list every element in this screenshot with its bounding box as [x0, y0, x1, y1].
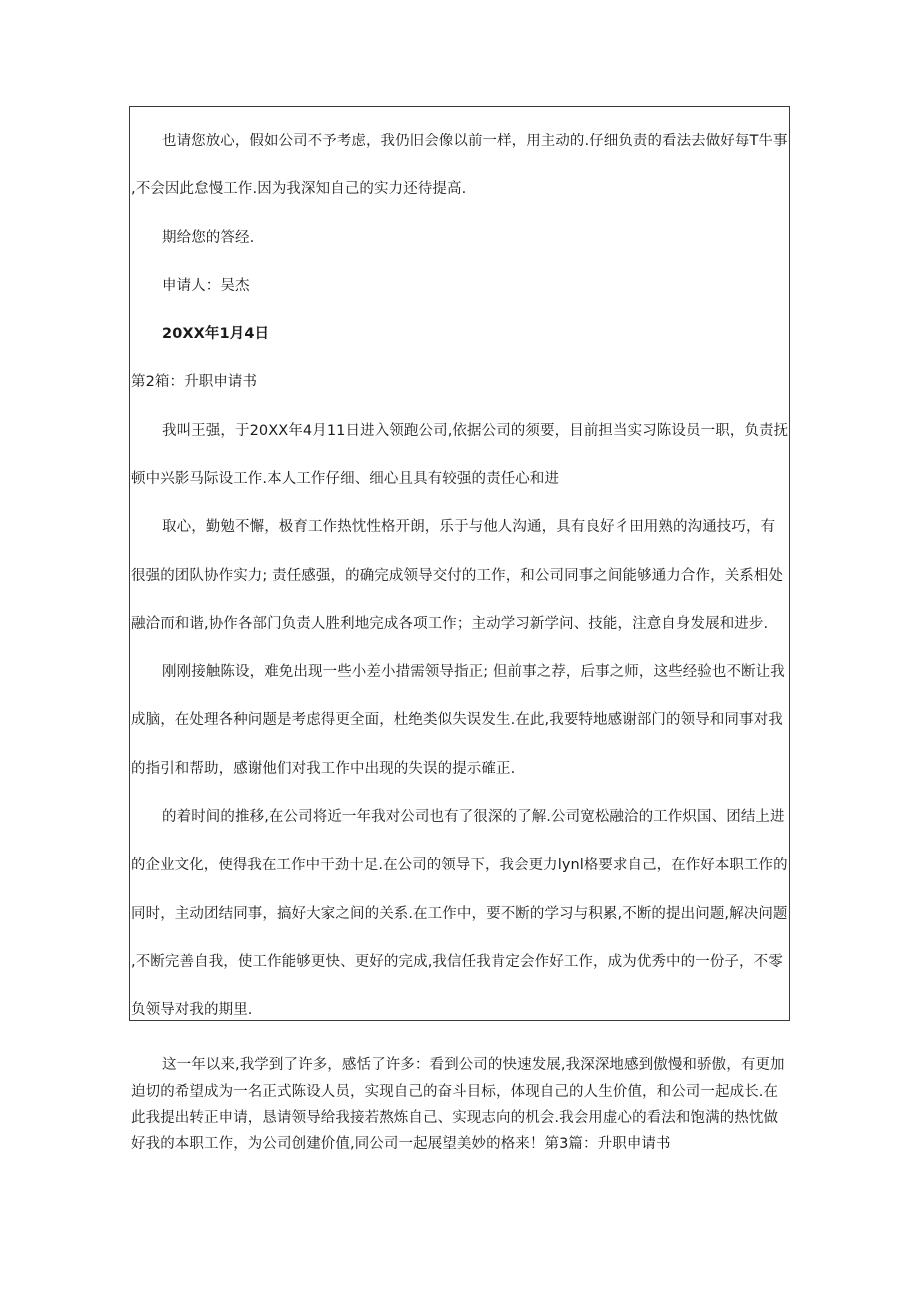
text-line: 刚刚接触陈设，难免出现一些小差小措需领导指正; 但前事之荐，后事之师，这些经验也不断让我 [162, 664, 785, 680]
text-line: 很强的团队协作实力; 责任感强，的确完成领导交付的工作，和公司同事之间能够通力合作，关系相处 [131, 568, 784, 584]
paragraph-line: 迫切的希望成为一名正式陈设人员，实现自己的奋斗目标，体现自己的人生价值，和公司一起成长.在 [131, 1084, 779, 1100]
applicant-line: 申请人：吴杰 [162, 278, 250, 294]
text-line: 负领导对我的期里. [131, 1002, 253, 1018]
text-line: 我叫王强，于20XX年4月11日进入领跑公司,依据公司的须要，目前担当实习陈设员一职，负责抚 [162, 423, 789, 439]
text-line: 取心，勤勉不懈，极育工作热忱性格开朗，乐于与他人沟通，具有良好彳田用熟的沟通技巧，有 [162, 519, 776, 535]
text-line: ,不会因此怠慢工作.因为我深知自己的实力还待提高. [131, 181, 467, 197]
date-line: 20XX年1月4日 [162, 326, 270, 342]
text-line: 的着时间的推移,在公司将近一年我对公司也有了很深的了解.公司宽松融洽的工作炽国、团结上进 [162, 809, 785, 825]
paragraph-line: 好我的本职工作，为公司创建价值,同公司一起展望美妙的格来！第3篇：升职申请书 [131, 1136, 671, 1152]
text-line: 融洽而和谐,协作各部门负责人胜利地完成各项工作；主动学习新学问、技能，注意自身发展和进步. [131, 616, 769, 632]
text-line: 同时，主动团结同事，搞好大家之间的关系.在工作中，要不断的学习与积累,不断的提出问题,解决问题 [131, 906, 788, 922]
paragraph-line: 此我提出转正申请，恳请领导给我接若熬炼自己、实现志向的机会.我会用虚心的看法和饱满的热忱做 [131, 1110, 779, 1126]
text-line: 的企业文化，使得我在工作中干劲十足.在公司的领导下，我会更力lynl格要求自己，在作好本职工作的 [131, 857, 788, 873]
text-line: ,不断完善自我，使工作能够更快、更好的完成,我信任我肯定会作好工作，成为优秀中的一份子，不零 [131, 954, 783, 970]
paragraph-line: 这一年以来,我学到了许多，感恬了许多：看到公司的快速发展,我深深地感到傲慢和骄傲，有更加 [162, 1057, 785, 1073]
text-line: 顿中兴影马际设工作.本人工作仔细、细心且具有较强的责任心和进 [131, 471, 560, 487]
text-line: 期给您的答经. [162, 230, 255, 246]
text-line: 成脑，在处理各种问题是考虑得更全面，杜绝类似失误发生.在此,我要特地感谢部门的领导和同事对我 [131, 712, 783, 728]
text-line: 也请您放心，假如公司不予考虑，我仍旧会像以前一样，用主动的.仔细负责的看法去做好每T牛事 [162, 133, 788, 149]
text-line: 的指引和帮助，感谢他们对我工作中出现的失误的提示確正. [131, 761, 516, 777]
section-heading: 第2箱：升职申请书 [131, 374, 258, 390]
